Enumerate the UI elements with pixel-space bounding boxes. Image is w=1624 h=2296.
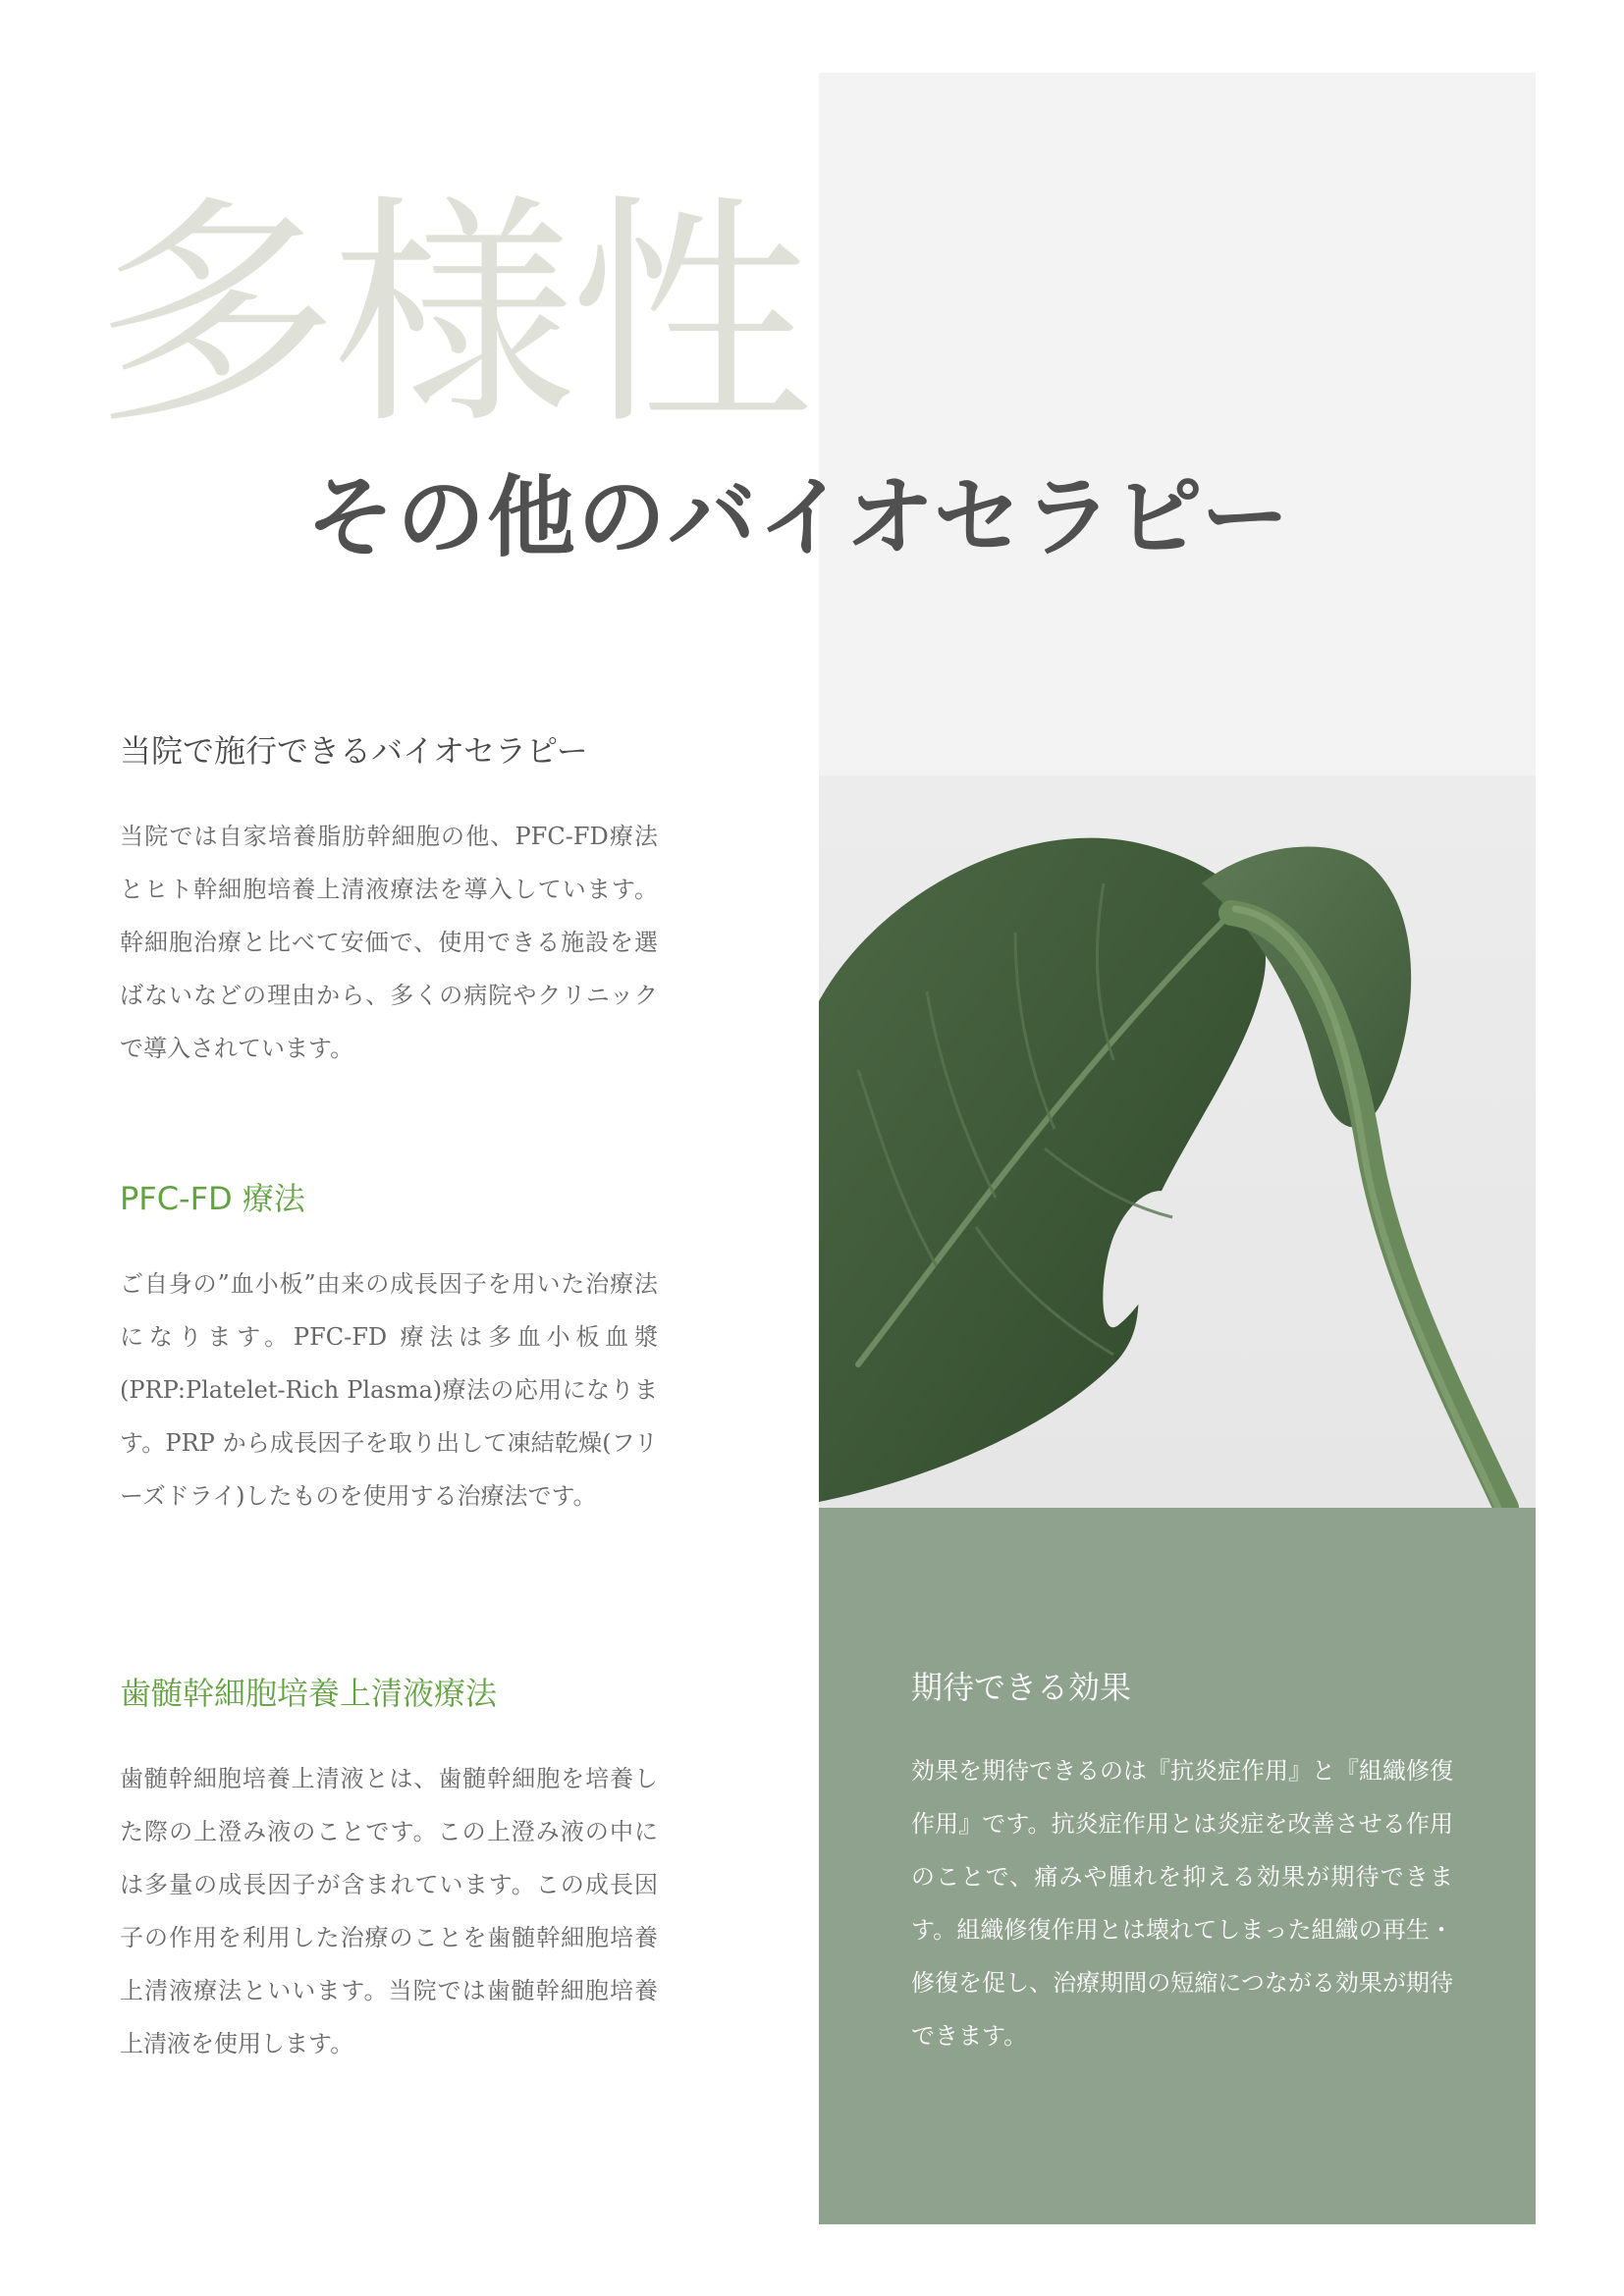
section-heading: 当院で施行できるバイオセラピー bbox=[120, 732, 588, 770]
leaf-photo bbox=[819, 775, 1536, 1508]
section-pfc-fd bbox=[120, 1178, 658, 1522]
section-dental-pulp bbox=[120, 1673, 658, 2070]
effects-body: 効果を期待できるのは『抗炎症作用』と『組織修復作用』です。抗炎症作用とは炎症を改善させる作用のことで、痛みや腫れを抑える効果が期待できます。組織修復作用とは壊れてしまった組織の再生・修復を促し、治療期間の短縮につながる効果が期待できます。 bbox=[911, 1757, 1453, 2051]
section-body: ご自身の”血小板”由来の成長因子を用いた治療法になります。PFC-FD 療法は多血小板血漿(PRP:Platelet-Rich Plasma)療法の応用になります。PRP から成長因子を取り出して凍結乾燥(フリーズドライ)したものを使用する治療法です。 bbox=[120, 1270, 658, 1511]
section-body: 当院では自家培養脂肪幹細胞の他、PFC-FD療法とヒト幹細胞培養上清液療法を導入しています。幹細胞治療と比べて安価で、使用できる施設を選ばないなどの理由から、多くの病院やクリニックで導入されています。 bbox=[120, 823, 658, 1063]
page-title: その他のバイオセラピー bbox=[306, 465, 1291, 569]
background-watermark-title: 多様性 bbox=[94, 175, 807, 457]
leaf-blade bbox=[819, 838, 1266, 1502]
section-biotherapy bbox=[120, 730, 658, 1075]
section-body: 歯髄幹細胞培養上清液とは、歯髄幹細胞を培養した際の上澄み液のことです。この上澄み液の中には多量の成長因子が含まれています。この成長因子の作用を利用した治療のことを歯髄幹細胞培養上清液療法といいます。当院では歯髄幹細胞培養上清液を使用します。 bbox=[120, 1765, 658, 2058]
section-heading: 歯髄幹細胞培養上清液療法 bbox=[120, 1675, 498, 1712]
monstera-leaf-illustration bbox=[819, 775, 1536, 1508]
effects-heading: 期待できる効果 bbox=[911, 1669, 1132, 1706]
effects-content bbox=[911, 1667, 1453, 2062]
section-heading: PFC-FD 療法 bbox=[120, 1180, 305, 1217]
